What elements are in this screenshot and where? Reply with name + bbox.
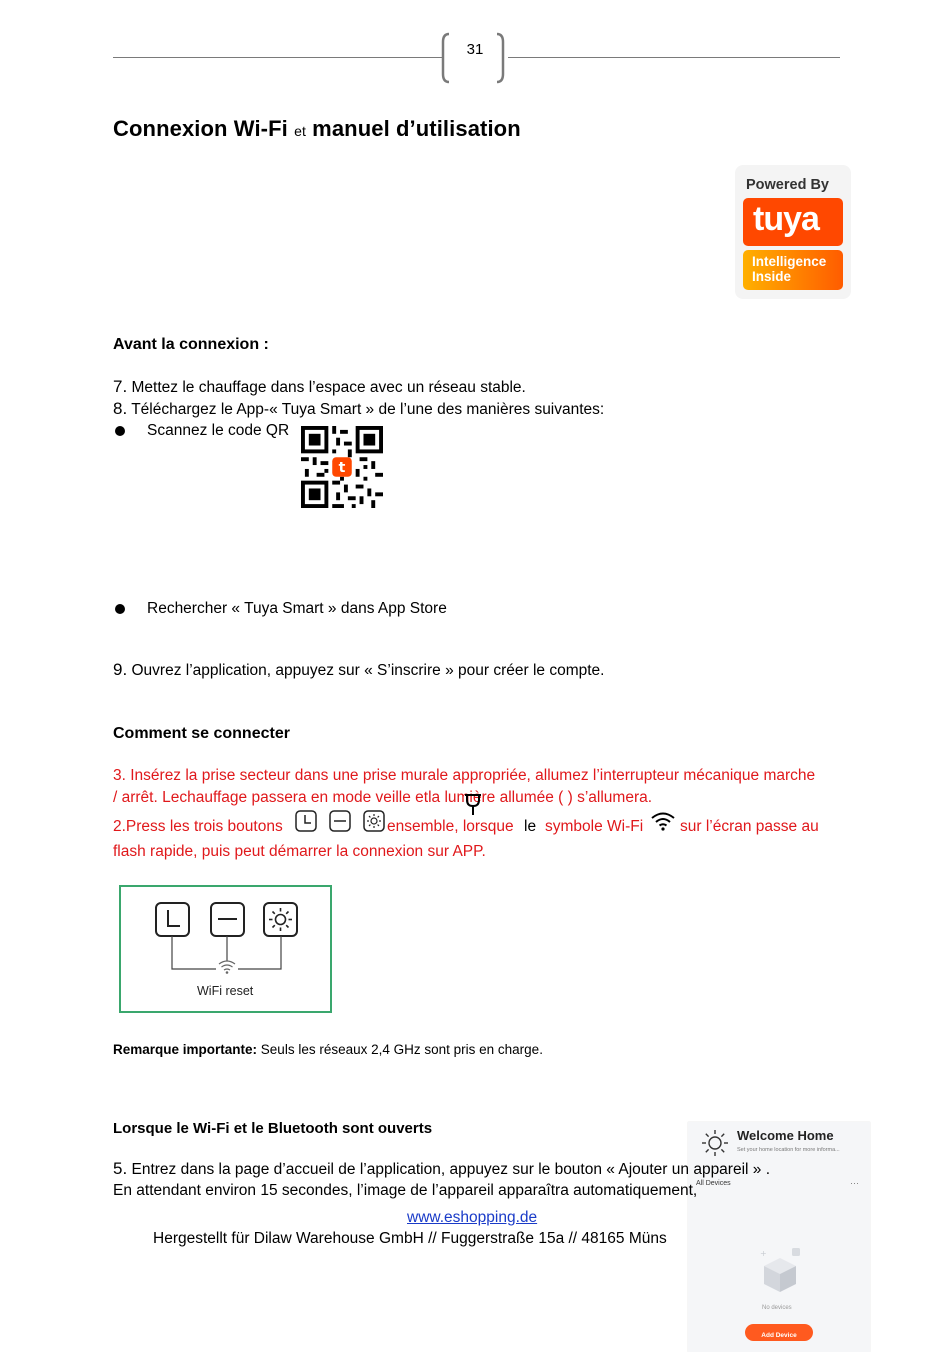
svg-text:t: t <box>338 460 346 477</box>
important-note-label: Remarque importante: <box>113 1042 258 1057</box>
step-9 <box>113 659 604 682</box>
step-7-text: Mettez le chauffage dans l’espace avec un réseau stable. <box>131 379 526 396</box>
tuya-logo-box <box>743 198 843 246</box>
empty-box-icon <box>754 1244 806 1296</box>
svg-text:+: + <box>760 1249 767 1258</box>
bullet-qr-text: Scannez le code QR <box>147 422 290 439</box>
add-device-button[interactable] <box>745 1324 813 1341</box>
important-note <box>113 1042 543 1057</box>
tuya-inside-line1: Intelligence <box>752 254 827 269</box>
more-icon[interactable]: ··· <box>850 1178 859 1188</box>
sun-icon <box>700 1128 730 1158</box>
minus-button-icon <box>329 810 351 832</box>
step-8-text: Téléchargez le App-« Tuya Smart » de l’une des manières suivantes: <box>131 401 605 418</box>
bullet-appstore-text: Rechercher « Tuya Smart » dans App Store <box>147 600 447 617</box>
step-7 <box>113 376 526 399</box>
add-device-label: Add Device <box>761 1332 797 1339</box>
header-rule-right <box>508 57 840 58</box>
step-5-text: Entrez dans la page d’accueil de l’application, appuyez sur le bouton « Ajouter un appareil » . <box>131 1161 771 1178</box>
wifi-icon <box>650 810 676 832</box>
all-devices-tab[interactable]: All Devices <box>696 1180 731 1187</box>
step-3-line1: 3. Insérez la prise secteur dans une prise murale appropriée, allumez l’interrupteur mécanique marche <box>113 767 816 784</box>
step-5-line2: En attendant environ 15 secondes, l’image de l’appareil apparaîtra automatiquement, <box>113 1182 698 1199</box>
step-2-part-a: 2.Press les trois boutons <box>113 818 283 835</box>
step-5 <box>113 1158 770 1181</box>
step-3-line2: / arrêt. Lechauffage passera en mode veille etla lumière allumée ( ) s’allumera. <box>113 789 653 806</box>
page-title <box>113 116 521 142</box>
tuya-logo-text: tuya <box>753 200 819 238</box>
footer-website-link[interactable]: www.eshopping.de <box>407 1209 538 1226</box>
step-2-line2: flash rapide, puis peut démarrer la connexion sur APP. <box>113 843 486 860</box>
no-devices-text: No devices <box>762 1305 792 1311</box>
bullet-appstore <box>115 604 125 614</box>
step-2-part-b: ensemble, lorsque <box>387 818 514 835</box>
heading-how-to-connect: Comment se connecter <box>113 725 290 742</box>
bullet-qr <box>115 426 125 436</box>
step-8 <box>113 398 604 421</box>
welcome-home-title: Welcome Home <box>737 1128 834 1143</box>
welcome-home-subtitle[interactable]: Set your home location for more informa... <box>737 1147 840 1153</box>
step-8-num: 8. <box>113 399 128 418</box>
app-screenshot <box>688 1122 870 1352</box>
title-part2: et <box>294 123 306 139</box>
step-5-num: 5. <box>113 1159 128 1178</box>
step-2-part-c: le <box>524 818 537 835</box>
step-9-num: 9. <box>113 660 128 679</box>
page-number: 31 <box>466 41 484 58</box>
title-part3: manuel d’utilisation <box>312 116 521 141</box>
tuya-inside-line2: Inside <box>752 269 792 284</box>
qr-code <box>300 426 384 508</box>
step-9-text: Ouvrez l’application, appuyez sur « S’inscrire » pour créer le compte. <box>131 662 605 679</box>
wifi-reset-diagram <box>119 885 332 1013</box>
important-note-text: Seuls les réseaux 2,4 GHz sont pris en charge. <box>260 1042 543 1057</box>
tuya-badge <box>735 165 851 299</box>
heading-before-connection: Avant la connexion : <box>113 336 269 353</box>
wifi-reset-caption: WiFi reset <box>197 984 254 998</box>
footer-company: Hergestellt für Dilaw Warehouse GmbH // Fuggerstraße 15a // 48165 Müns <box>153 1230 667 1247</box>
tuya-inside-box <box>743 250 843 290</box>
title-part1: Connexion Wi-Fi <box>113 116 288 141</box>
heading-wifi-bluetooth: Lorsque le Wi-Fi et le Bluetooth sont ouverts <box>113 1120 433 1137</box>
plug-icon <box>463 792 483 816</box>
clock-button-icon <box>295 810 317 832</box>
step-2-part-d: symbole Wi-Fi <box>545 818 644 835</box>
page-number-bracket <box>441 32 505 84</box>
sun-button-icon <box>363 810 385 832</box>
step-2-part-e: sur l’écran passe au <box>680 818 819 835</box>
tuya-powered-by: Powered By <box>746 177 829 193</box>
step-7-num: 7. <box>113 377 128 396</box>
header-rule-left <box>113 57 443 58</box>
